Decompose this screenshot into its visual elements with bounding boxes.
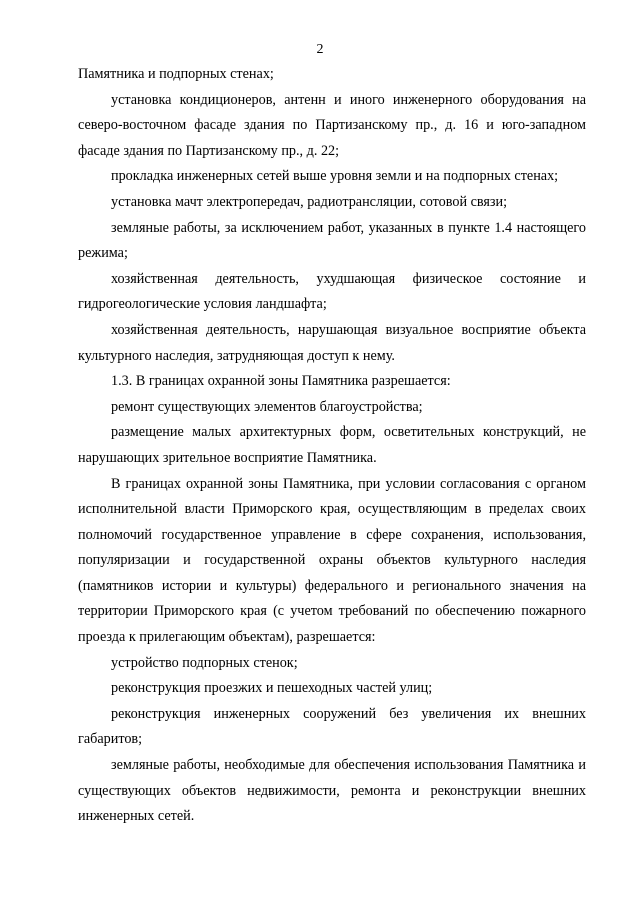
paragraph-13: реконструкция проезжих и пешеходных частей улиц; [111,680,433,697]
paragraph-6: хозяйственная деятельность, ухудшающая физическое состояние и гидрогеологические условия ландшафта; [78,270,586,313]
paragraph-14: реконструкция инженерных сооружений без увеличения их внешних габаритов; [78,705,586,748]
document-body [78,62,586,830]
paragraph-8: 1.3. В границах охранной зоны Памятника разрешается: [111,373,451,390]
paragraph-2: установка кондиционеров, антенн и иного инженерного оборудования на северо-восточном фасаде здания по Партизанскому пр., д. 16 и юго-западном фасаде здания по Партизанскому пр., д. 22; [78,91,586,159]
paragraph-3: прокладка инженерных сетей выше уровня земли и на подпорных стенах; [111,168,559,185]
paragraph-4: установка мачт электропередач, радиотрансляции, сотовой связи; [111,193,508,210]
paragraph-11: В границах охранной зоны Памятника, при условии согласования с органом исполнительной власти Приморского края, осуществляющим в пределах своих полномочий государственное управление в сфере сохранения, использования, популяризации и государственной охраны объектов культурного наследия (памятников истории и культуры) федерального и регионального значения на территории Приморского края (с учетом требований по обеспечению пожарного проезда к прилегающим объектам), разрешается: [78,475,586,646]
paragraph-5: земляные работы, за исключением работ, указанных в пункте 1.4 настоящего режима; [78,219,586,262]
paragraph-12: устройство подпорных стенок; [111,654,298,671]
paragraph-7: хозяйственная деятельность, нарушающая визуальное восприятие объекта культурного наследия, затрудняющая доступ к нему. [78,321,586,364]
paragraph-9: ремонт существующих элементов благоустройства; [111,398,423,415]
page-number: 2 [316,42,324,57]
paragraph-10: размещение малых архитектурных форм, осветительных конструкций, не нарушающих зрительное восприятие Памятника. [78,424,586,466]
paragraph-15: земляные работы, необходимые для обеспечения использования Памятника и существующих объектов недвижимости, ремонта и реконструкции внешних инженерных сетей. [78,757,586,825]
paragraph-1: Памятника и подпорных стенах; [78,66,274,82]
